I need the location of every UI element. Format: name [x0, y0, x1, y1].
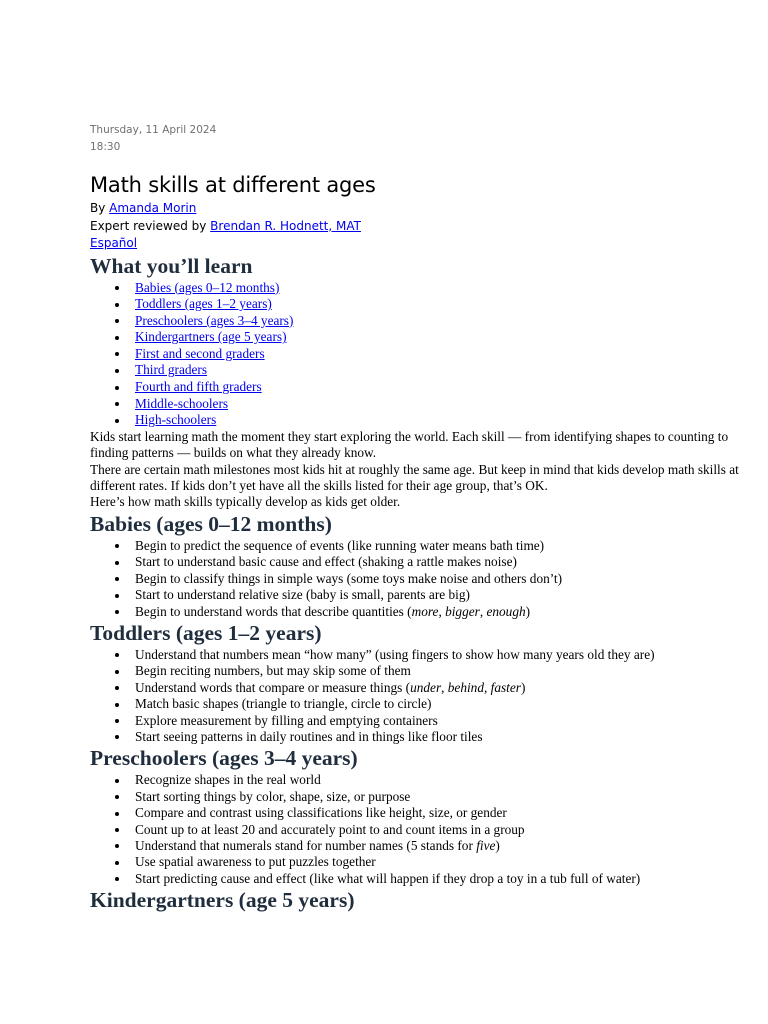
list-item: Count up to at least 20 and accurately point to and count items in a group [135, 822, 740, 838]
toc-item [135, 313, 740, 330]
list-item: Begin to predict the sequence of events (like running water means bath time) [135, 538, 740, 554]
list-item-text: Begin to understand words that describe quantities ( [135, 603, 412, 619]
list-item-text: Understand words that compare or measure things ( [135, 679, 411, 695]
list-item: Begin reciting numbers, but may skip some of them [135, 663, 740, 679]
list-item: Start to understand basic cause and effect (shaking a rattle makes noise) [135, 554, 740, 570]
toc-link-third[interactable]: Third graders [135, 362, 207, 378]
list-item: Use spatial awareness to put puzzles together [135, 854, 740, 870]
toc-link-preschoolers[interactable]: Preschoolers (ages 3–4 years) [135, 312, 294, 328]
language-link[interactable]: Español [90, 236, 138, 250]
toc-item [135, 362, 740, 379]
separator: , [479, 603, 487, 619]
list-item-text: ) [495, 837, 500, 853]
list-item: Start seeing patterns in daily routines and in things like floor tiles [135, 729, 740, 745]
toddlers-list [90, 647, 740, 745]
list-item-text: ) [520, 679, 526, 695]
toc-item [135, 379, 740, 396]
emphasis-word: faster [490, 679, 521, 695]
list-item [135, 604, 740, 620]
emphasis-word: bigger [445, 603, 480, 619]
toddlers-heading: Toddlers (ages 1–2 years) [90, 620, 322, 645]
list-item: Start sorting things by color, shape, size, or purpose [135, 789, 740, 805]
author-link[interactable]: Amanda Morin [109, 201, 197, 215]
babies-heading: Babies (ages 0–12 months) [90, 511, 332, 536]
list-item: Start predicting cause and effect (like what will happen if they drop a toy in a tub full of water) [135, 871, 740, 887]
emphasis-word: enough [486, 603, 526, 619]
emphasis-word: under [410, 679, 442, 695]
toc-heading: What you’ll learn [90, 253, 253, 278]
toc-link-kindergartners[interactable]: Kindergartners (age 5 years) [135, 329, 287, 345]
kindergartners-heading: Kindergartners (age 5 years) [90, 888, 355, 913]
separator: , [441, 679, 448, 695]
note-date: Thursday, 11 April 2024 [90, 124, 217, 136]
list-item: Explore measurement by filling and emptying containers [135, 713, 740, 729]
byline-author [90, 200, 740, 218]
toc-list [90, 280, 740, 429]
preschoolers-list [90, 772, 740, 887]
preschoolers-heading: Preschoolers (ages 3–4 years) [90, 746, 358, 771]
toc-item [135, 329, 740, 346]
note-time: 18:30 [90, 141, 121, 153]
list-item-text: ) [525, 603, 531, 619]
list-item: Compare and contrast using classifications like height, size, or gender [135, 805, 740, 821]
list-item: Recognize shapes in the real world [135, 772, 740, 788]
toc-link-toddlers[interactable]: Toddlers (ages 1–2 years) [135, 296, 272, 312]
intro-paragraph: Kids start learning math the moment they start exploring the world. Each skill — from identifying shapes to counting to finding patterns — builds on what they already know. [90, 428, 729, 461]
list-item-text: Understand that numerals stand for number names (5 stands for [135, 837, 477, 853]
toc-link-babies[interactable]: Babies (ages 0–12 months) [135, 279, 280, 295]
page-title: Math skills at different ages [90, 173, 376, 197]
emphasis-word: more [411, 603, 439, 619]
emphasis-word: five [476, 837, 496, 853]
byline-reviewed-prefix: Expert reviewed by [90, 218, 211, 233]
separator: , [438, 603, 446, 619]
toc-item [135, 346, 740, 363]
toc-item [135, 280, 740, 297]
note-page [90, 122, 740, 914]
babies-list [90, 538, 740, 620]
byline-by-prefix: By [90, 201, 110, 215]
byline-language [90, 235, 740, 253]
reviewer-link[interactable]: Brendan R. Hodnett, MAT [210, 218, 361, 233]
byline-reviewer [90, 218, 740, 236]
list-item: Begin to classify things in simple ways (some toys make noise and others don’t) [135, 571, 740, 587]
toc-item [135, 296, 740, 313]
toc-link-first-second[interactable]: First and second graders [135, 345, 265, 361]
intro-paragraph: There are certain math milestones most kids hit at roughly the same age. But keep in mind that kids develop math skills at different rates. If kids don’t yet have all the skills listed for their age group, that’s OK. [90, 461, 739, 494]
emphasis-word: behind [447, 679, 484, 695]
list-item: Match basic shapes (triangle to triangle, circle to circle) [135, 696, 740, 712]
list-item [135, 680, 740, 696]
intro-paragraph: Here’s how math skills typically develop as kids get older. [90, 494, 401, 510]
toc-item [135, 396, 740, 413]
toc-item [135, 412, 740, 429]
separator: , [483, 679, 491, 695]
list-item: Understand that numbers mean “how many” (using fingers to show how many years old they are) [135, 647, 740, 663]
list-item: Start to understand relative size (baby is small, parents are big) [135, 587, 740, 603]
toc-link-middle-schoolers[interactable]: Middle-schoolers [135, 395, 229, 411]
toc-link-fourth-fifth[interactable]: Fourth and fifth graders [135, 379, 262, 395]
toc-link-high-schoolers[interactable]: High-schoolers [135, 412, 217, 428]
list-item [135, 838, 740, 854]
